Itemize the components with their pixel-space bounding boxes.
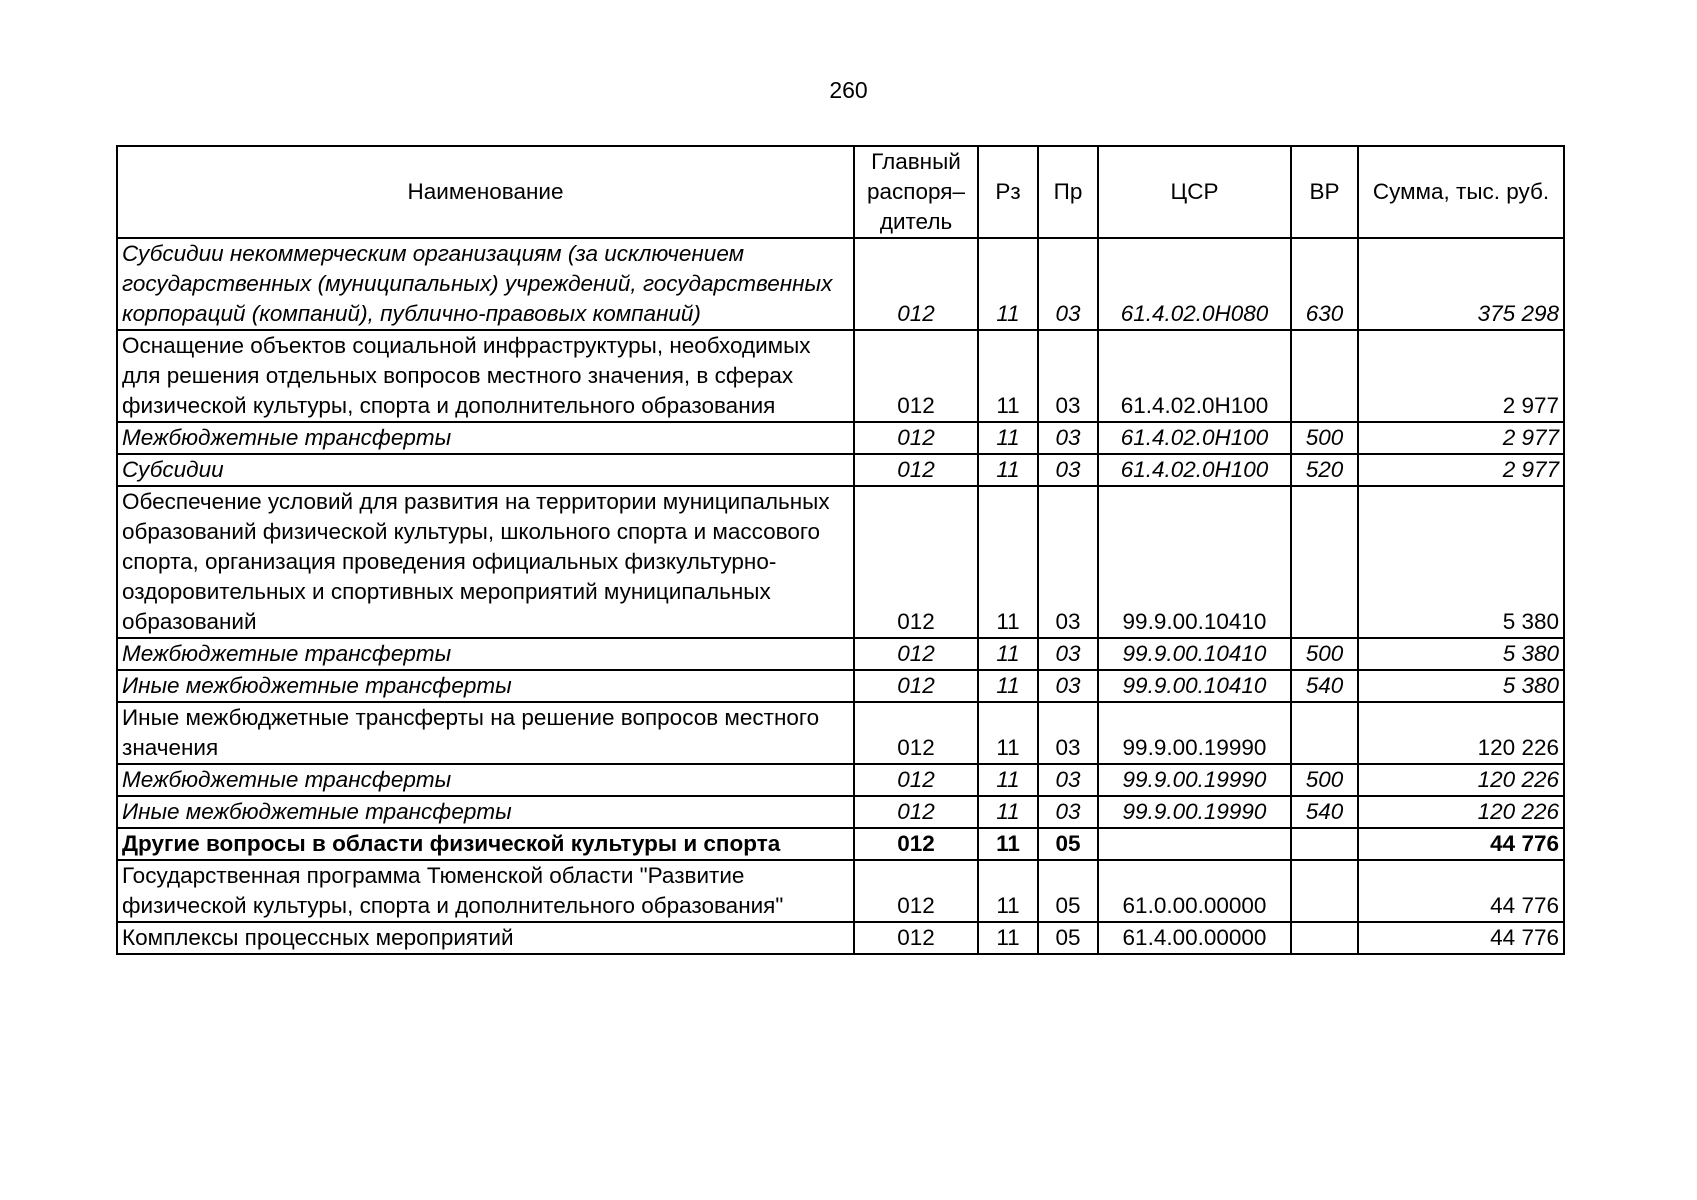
cell-vr xyxy=(1291,702,1358,764)
header-pr: Пр xyxy=(1038,146,1098,238)
cell-vr: 540 xyxy=(1291,796,1358,828)
cell-pr: 05 xyxy=(1038,860,1098,922)
cell-pr: 03 xyxy=(1038,454,1098,486)
cell-name: Межбюджетные трансферты xyxy=(117,422,854,454)
cell-admin: 012 xyxy=(854,238,978,330)
cell-admin: 012 xyxy=(854,638,978,670)
cell-pr: 03 xyxy=(1038,486,1098,638)
page-number: 260 xyxy=(829,77,868,103)
table-row xyxy=(117,330,1564,422)
cell-rz: 11 xyxy=(978,238,1038,330)
table-row xyxy=(117,486,1564,638)
header-admin: Главный распоря–дитель xyxy=(854,146,978,238)
table-row xyxy=(117,670,1564,702)
cell-admin: 012 xyxy=(854,796,978,828)
table-row xyxy=(117,796,1564,828)
table-row xyxy=(117,828,1564,860)
cell-rz: 11 xyxy=(978,922,1038,954)
cell-vr: 500 xyxy=(1291,764,1358,796)
cell-pr: 05 xyxy=(1038,922,1098,954)
cell-rz: 11 xyxy=(978,638,1038,670)
table-row xyxy=(117,764,1564,796)
cell-name: Межбюджетные трансферты xyxy=(117,764,854,796)
cell-pr: 03 xyxy=(1038,422,1098,454)
cell-rz: 11 xyxy=(978,796,1038,828)
cell-name: Государственная программа Тюменской области "Развитие физической культуры, спорта и дополнительного образования" xyxy=(117,860,854,922)
cell-sum: 120 226 xyxy=(1358,764,1564,796)
cell-pr: 03 xyxy=(1038,330,1098,422)
cell-csr: 61.4.02.0Н080 xyxy=(1098,238,1291,330)
table-row xyxy=(117,238,1564,330)
cell-name: Обеспечение условий для развития на территории муниципальных образований физической культуры, школьного спорта и массового спорта, организация проведения официальных физкультурно-оздоровительных и спортивных мероприятий муниципальных образований xyxy=(117,486,854,638)
cell-sum: 120 226 xyxy=(1358,796,1564,828)
cell-name: Другие вопросы в области физической культуры и спорта xyxy=(117,828,854,860)
cell-rz: 11 xyxy=(978,486,1038,638)
header-name: Наименование xyxy=(117,146,854,238)
cell-sum: 5 380 xyxy=(1358,638,1564,670)
cell-sum: 375 298 xyxy=(1358,238,1564,330)
cell-csr: 99.9.00.19990 xyxy=(1098,702,1291,764)
cell-admin: 012 xyxy=(854,860,978,922)
cell-name: Иные межбюджетные трансферты xyxy=(117,796,854,828)
header-rz: Рз xyxy=(978,146,1038,238)
cell-sum: 120 226 xyxy=(1358,702,1564,764)
budget-table xyxy=(116,145,1565,955)
cell-admin: 012 xyxy=(854,764,978,796)
cell-vr xyxy=(1291,828,1358,860)
cell-rz: 11 xyxy=(978,670,1038,702)
header-sum: Сумма, тыс. руб. xyxy=(1358,146,1564,238)
cell-pr: 03 xyxy=(1038,670,1098,702)
cell-sum: 5 380 xyxy=(1358,486,1564,638)
cell-pr: 03 xyxy=(1038,702,1098,764)
cell-admin: 012 xyxy=(854,422,978,454)
cell-csr: 99.9.00.10410 xyxy=(1098,638,1291,670)
cell-rz: 11 xyxy=(978,764,1038,796)
cell-admin: 012 xyxy=(854,828,978,860)
cell-name: Иные межбюджетные трансферты на решение вопросов местного значения xyxy=(117,702,854,764)
table-row xyxy=(117,860,1564,922)
cell-sum: 2 977 xyxy=(1358,330,1564,422)
cell-vr xyxy=(1291,330,1358,422)
cell-vr: 630 xyxy=(1291,238,1358,330)
cell-name: Иные межбюджетные трансферты xyxy=(117,670,854,702)
cell-csr: 61.4.02.0Н100 xyxy=(1098,422,1291,454)
table-row xyxy=(117,454,1564,486)
cell-sum: 44 776 xyxy=(1358,860,1564,922)
cell-csr: 99.9.00.10410 xyxy=(1098,486,1291,638)
cell-vr xyxy=(1291,922,1358,954)
cell-csr: 99.9.00.10410 xyxy=(1098,670,1291,702)
cell-pr: 03 xyxy=(1038,638,1098,670)
table-row xyxy=(117,922,1564,954)
cell-rz: 11 xyxy=(978,422,1038,454)
cell-sum: 2 977 xyxy=(1358,454,1564,486)
cell-rz: 11 xyxy=(978,828,1038,860)
cell-vr: 520 xyxy=(1291,454,1358,486)
cell-name: Оснащение объектов социальной инфраструктуры, необходимых для решения отдельных вопросов местного значения, в сферах физической культуры, спорта и дополнительного образования xyxy=(117,330,854,422)
cell-csr: 99.9.00.19990 xyxy=(1098,764,1291,796)
cell-csr: 61.4.02.0Н100 xyxy=(1098,330,1291,422)
cell-admin: 012 xyxy=(854,454,978,486)
cell-csr: 61.0.00.00000 xyxy=(1098,860,1291,922)
cell-admin: 012 xyxy=(854,486,978,638)
cell-vr: 500 xyxy=(1291,422,1358,454)
table-row xyxy=(117,702,1564,764)
cell-rz: 11 xyxy=(978,330,1038,422)
cell-vr: 500 xyxy=(1291,638,1358,670)
cell-csr: 61.4.00.00000 xyxy=(1098,922,1291,954)
cell-admin: 012 xyxy=(854,670,978,702)
header-csr: ЦСР xyxy=(1098,146,1291,238)
table-header-row xyxy=(117,146,1564,238)
cell-csr: 99.9.00.19990 xyxy=(1098,796,1291,828)
cell-rz: 11 xyxy=(978,860,1038,922)
cell-rz: 11 xyxy=(978,702,1038,764)
table-body xyxy=(117,238,1564,954)
cell-name: Субсидии некоммерческим организациям (за исключением государственных (муниципальных) учреждений, государственных корпораций (компаний), публично-правовых компаний) xyxy=(117,238,854,330)
cell-rz: 11 xyxy=(978,454,1038,486)
cell-admin: 012 xyxy=(854,922,978,954)
header-vr: ВР xyxy=(1291,146,1358,238)
cell-vr: 540 xyxy=(1291,670,1358,702)
cell-name: Межбюджетные трансферты xyxy=(117,638,854,670)
cell-sum: 2 977 xyxy=(1358,422,1564,454)
cell-vr xyxy=(1291,860,1358,922)
cell-name: Субсидии xyxy=(117,454,854,486)
cell-admin: 012 xyxy=(854,330,978,422)
cell-vr xyxy=(1291,486,1358,638)
cell-csr: 61.4.02.0Н100 xyxy=(1098,454,1291,486)
cell-sum: 44 776 xyxy=(1358,922,1564,954)
cell-name: Комплексы процессных мероприятий xyxy=(117,922,854,954)
table-row xyxy=(117,638,1564,670)
cell-pr: 05 xyxy=(1038,828,1098,860)
cell-pr: 03 xyxy=(1038,796,1098,828)
cell-pr: 03 xyxy=(1038,238,1098,330)
cell-csr xyxy=(1098,828,1291,860)
table-row xyxy=(117,422,1564,454)
cell-pr: 03 xyxy=(1038,764,1098,796)
cell-sum: 5 380 xyxy=(1358,670,1564,702)
cell-admin: 012 xyxy=(854,702,978,764)
cell-sum: 44 776 xyxy=(1358,828,1564,860)
